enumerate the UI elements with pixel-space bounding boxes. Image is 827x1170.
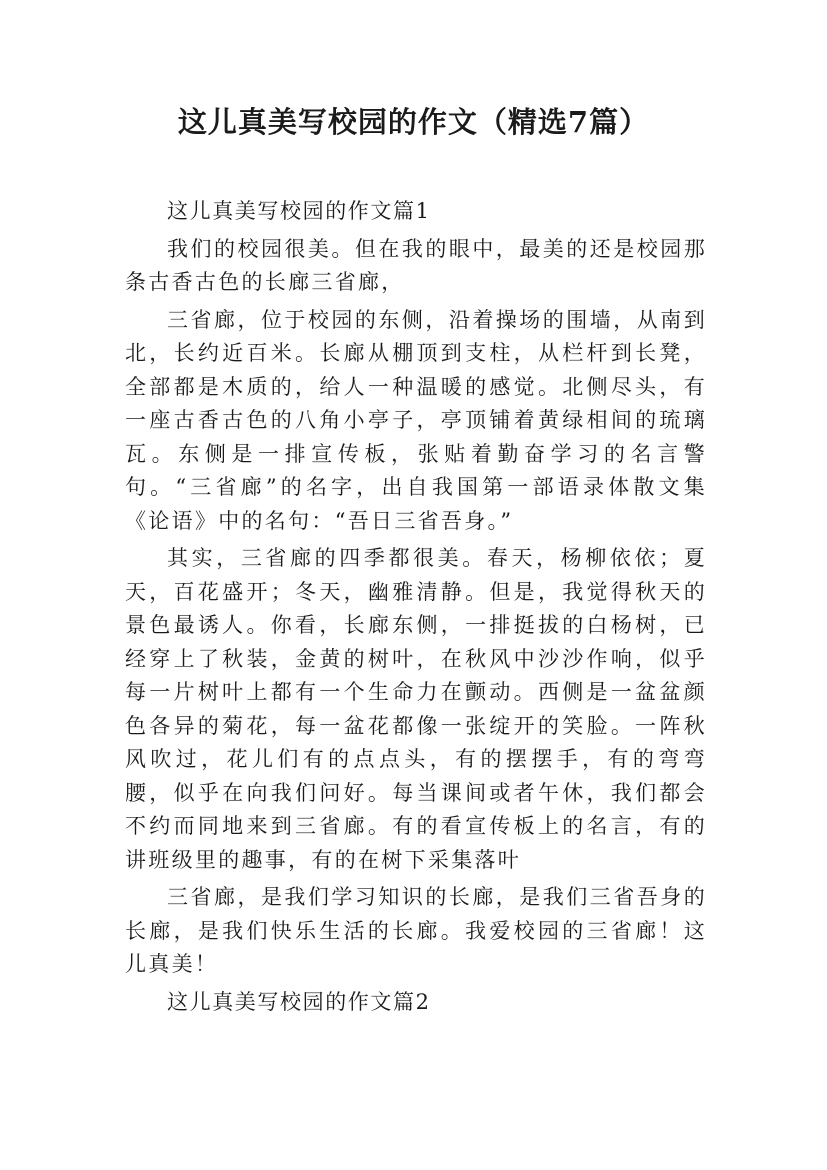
paragraph-4: 三省廊，是我们学习知识的长廊，是我们三省吾身的长廊，是我们快乐生活的长廊。我爱校园的三省廊！这儿真美！ — [125, 885, 707, 976]
document-body — [125, 195, 707, 1019]
paragraph-3: 其实，三省廊的四季都很美。春天，杨柳依依；夏天，百花盛开；冬天，幽雅清静。但是，我觉得秋天的景色最诱人。你看，长廊东侧，一排挺拔的白杨树，已经穿上了秋装，金黄的树叶，在秋风中沙沙作响，似乎每一片树叶上都有一个生命力在颤动。西侧是一盆盆颜色各异的菊花，每一盆花都像一张绽开的笑脸。一阵秋风吹过，花儿们有的点点头，有的摆摆手，有的弯弯腰，似乎在向我们问好。每当课间或者午休，我们都会不约而同地来到三省廊。有的看宣传板上的名言，有的讲班级里的趣事，有的在树下采集落叶 — [125, 546, 707, 872]
paragraph-2: 三省廊，位于校园的东侧，沿着操场的围墙，从南到北，长约近百米。长廊从棚顶到支柱，从栏杆到长凳，全部都是木质的，给人一种温暖的感觉。北侧尽头，有一座古香古色的八角小亭子，亭顶铺着黄绿相间的琉璃瓦。东侧是一排宣传板，张贴着勤奋学习的名言警句。“三省廊”的名字，出自我国第一部语录体散文集《论语》中的名句：“吾日三省吾身。” — [125, 307, 707, 533]
document-title: 这儿真美写校园的作文（精选7篇） — [177, 105, 650, 139]
section-heading-1: 这儿真美写校园的作文篇1 — [167, 199, 431, 223]
section-heading-2: 这儿真美写校园的作文篇2 — [167, 989, 431, 1014]
paragraph-1: 我们的校园很美。但在我的眼中，最美的还是校园那条古香古色的长廊三省廊， — [125, 236, 707, 294]
